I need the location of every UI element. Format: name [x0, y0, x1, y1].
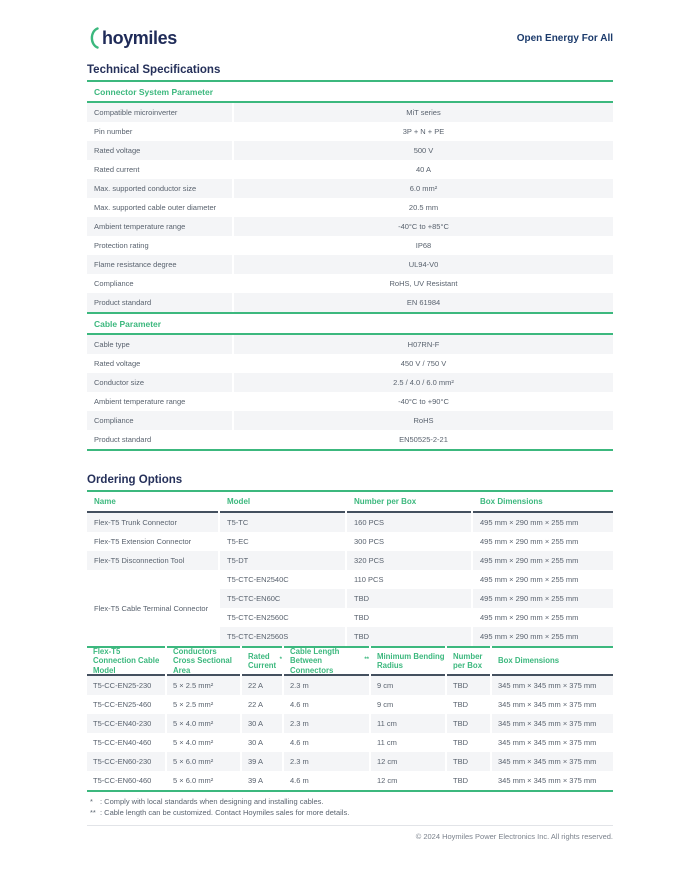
spec-row-label: Product standard	[94, 435, 152, 444]
cell-model: T5-EC	[227, 537, 249, 546]
tech-specs-title: Technical Specifications	[87, 64, 221, 76]
cell-model: T5-CTC-EN60C	[220, 589, 345, 608]
column-header: Number per Box	[447, 646, 490, 676]
spec-row-value: 40 A	[415, 165, 431, 174]
spec-sections	[87, 82, 613, 451]
copyright: © 2024 Hoymiles Power Electronics Inc. All rights reserved.	[415, 832, 613, 841]
cell-name: Flex-T5 Trunk Connector	[87, 513, 218, 532]
ordering-sub-row	[220, 570, 613, 589]
cell: 22 A	[248, 700, 264, 709]
ordering-sub-row	[220, 589, 613, 608]
column-header: Number per Box	[347, 492, 471, 513]
spec-row	[87, 198, 613, 217]
cell-number: TBD	[354, 613, 369, 622]
cell: 2.3 m	[284, 676, 369, 695]
cell: TBD	[447, 752, 490, 771]
spec-row-label: Rated voltage	[94, 359, 141, 368]
column-header: Model	[220, 492, 345, 513]
spec-row-label: Compliance	[94, 279, 134, 288]
column-header: Box Dimensions	[473, 492, 613, 513]
spec-row-label: Rated voltage	[87, 141, 232, 160]
spec-row	[87, 236, 613, 255]
ordering-table-2-bottom-line	[87, 790, 613, 792]
footnotes	[87, 796, 613, 826]
spec-row	[87, 274, 613, 293]
cell: TBD	[447, 714, 490, 733]
cell: T5-CC-EN60-230	[87, 752, 165, 771]
merged-sub-rows	[220, 570, 613, 646]
cell-box-dimensions: 495 mm × 290 mm × 255 mm	[480, 537, 579, 546]
spec-row-value: EN 61984	[234, 293, 613, 312]
spec-row-label: Rated current	[94, 165, 140, 174]
spec-row	[87, 373, 613, 392]
spec-row	[87, 354, 613, 373]
spec-row-value: H07RN-F	[234, 335, 613, 354]
cell: 5 × 4.0 mm²	[173, 738, 214, 747]
ordering-options-title: Ordering Options	[87, 474, 183, 486]
cell-model: T5-CTC-EN2540C	[227, 575, 289, 584]
cell: 11 cm	[371, 714, 445, 733]
connection-cable-row	[87, 733, 613, 752]
cell-number: 110 PCS	[354, 575, 384, 584]
spec-row-label: Max. supported conductor size	[87, 179, 232, 198]
cell: T5-CC-EN60-460	[93, 776, 152, 785]
cell: 345 mm × 345 mm × 375 mm	[498, 738, 597, 747]
brand-tagline: Open Energy For All	[516, 32, 613, 44]
spec-row	[87, 293, 613, 312]
cell-box-dimensions: 495 mm × 290 mm × 255 mm	[473, 513, 613, 532]
merged-cell-name: Flex-T5 Cable Terminal Connector	[94, 603, 209, 613]
cell: 39 A	[242, 752, 282, 771]
hoymiles-logo	[87, 27, 177, 49]
logo-arc-icon	[87, 27, 102, 49]
cell: 9 cm	[377, 700, 394, 709]
ordering-row	[87, 513, 613, 532]
cell: 345 mm × 345 mm × 375 mm	[492, 714, 613, 733]
ordering-row	[87, 532, 613, 551]
cell: T5-CC-EN25-460	[93, 700, 152, 709]
cell: 22 A	[242, 676, 282, 695]
column-header: Flex-T5 Connection Cable Model	[87, 646, 165, 676]
spec-row-value: 2.5 / 4.0 / 6.0 mm²	[234, 373, 613, 392]
cell: TBD	[453, 700, 468, 709]
spec-row-label: Conductor size	[87, 373, 232, 392]
cell: TBD	[447, 676, 490, 695]
connection-cable-row	[87, 714, 613, 733]
spec-row-label: Protection rating	[94, 241, 149, 250]
cell-number: 300 PCS	[354, 537, 385, 546]
connection-cable-row	[87, 752, 613, 771]
spec-row-value: RoHS, UV Resistant	[389, 279, 458, 288]
spec-row	[87, 411, 613, 430]
ordering-table-2	[87, 646, 613, 790]
ordering-table-1	[87, 492, 613, 646]
spec-row-label: Ambient temperature range	[87, 217, 232, 236]
footnote-marker: *	[90, 797, 93, 806]
cell: 12 cm	[371, 752, 445, 771]
spec-row	[87, 255, 613, 274]
spec-row-label: Pin number	[94, 127, 133, 136]
cell-number: 160 PCS	[347, 513, 471, 532]
cell-number: 320 PCS	[347, 551, 471, 570]
section-title: Cable Parameter	[94, 319, 162, 329]
spec-row	[87, 103, 613, 122]
spec-row-label: Product standard	[87, 293, 232, 312]
section-bottom-line	[87, 449, 613, 451]
column-header: Box Dimensions	[492, 646, 613, 676]
cell: 30 A	[242, 714, 282, 733]
cell-model: T5-TC	[220, 513, 345, 532]
cell-name: Flex-T5 Disconnection Tool	[87, 551, 218, 570]
section-title: Connector System Parameter	[94, 87, 214, 97]
spec-row-value: EN50525-2-21	[399, 435, 448, 444]
connection-cable-row	[87, 695, 613, 714]
cell-box-dimensions: 495 mm × 290 mm × 255 mm	[480, 613, 579, 622]
cell: TBD	[453, 776, 468, 785]
footnote-text: : Comply with local standards when designing and installing cables.	[100, 797, 324, 806]
spec-row-label: Compliance	[87, 411, 232, 430]
footnote-marker: **	[90, 808, 96, 817]
spec-row	[87, 179, 613, 198]
cell-name: Flex-T5 Extension Connector	[94, 537, 192, 546]
cell: T5-CC-EN25-230	[87, 676, 165, 695]
cell-box-dimensions: 495 mm × 290 mm × 255 mm	[473, 627, 613, 646]
spec-row-value: UL94-V0	[234, 255, 613, 274]
column-header: Rated Current *	[242, 646, 282, 676]
spec-row-label: Ambient temperature range	[94, 397, 186, 406]
cell: 11 cm	[377, 738, 397, 747]
spec-row-value: -40°C to +90°C	[398, 397, 449, 406]
spec-row	[87, 217, 613, 236]
spec-row-value: 20.5 mm	[408, 203, 439, 212]
cell: 2.3 m	[284, 714, 369, 733]
cell-number: TBD	[347, 589, 471, 608]
footnote	[87, 796, 613, 807]
cell: TBD	[453, 738, 468, 747]
cell: T5-CC-EN40-230	[87, 714, 165, 733]
ordering-sub-row	[220, 627, 613, 646]
cell: T5-CC-EN40-460	[93, 738, 152, 747]
cell-box-dimensions: 495 mm × 290 mm × 255 mm	[480, 575, 579, 584]
cell: 345 mm × 345 mm × 375 mm	[492, 752, 613, 771]
spec-row-value: RoHS	[234, 411, 613, 430]
cell: 4.6 m	[290, 700, 309, 709]
cell: 39 A	[248, 776, 264, 785]
spec-row-value: -40°C to +85°C	[234, 217, 613, 236]
cell-model: T5-CTC-EN2560C	[227, 613, 289, 622]
spec-row-label: Compatible microinverter	[87, 103, 232, 122]
column-header: Cable Length Between Connectors **	[284, 646, 369, 676]
spec-row-label: Cable type	[87, 335, 232, 354]
merged-row-group	[87, 570, 613, 646]
cell: 2.3 m	[284, 752, 369, 771]
cell: 4.6 m	[290, 776, 309, 785]
cell-box-dimensions: 495 mm × 290 mm × 255 mm	[473, 589, 613, 608]
spec-row	[87, 160, 613, 179]
spec-row	[87, 335, 613, 354]
column-header: Conductors Cross Sectional Area	[167, 646, 240, 676]
cell: 5 × 6.0 mm²	[167, 752, 240, 771]
page-header	[87, 27, 613, 49]
spec-row-value: 500 V	[234, 141, 613, 160]
cell: 345 mm × 345 mm × 375 mm	[492, 676, 613, 695]
ordering-row	[87, 551, 613, 570]
cell: 345 mm × 345 mm × 375 mm	[498, 776, 597, 785]
cell: 5 × 2.5 mm²	[167, 676, 240, 695]
spec-row	[87, 141, 613, 160]
spec-row-value: 6.0 mm²	[234, 179, 613, 198]
column-header: Name	[87, 492, 218, 513]
column-header: Minimum Bending Radius	[371, 646, 445, 676]
cell: 9 cm	[371, 676, 445, 695]
cell-model: T5-DT	[220, 551, 345, 570]
spec-row-value: IP68	[415, 241, 432, 250]
spec-row-label: Flame resistance degree	[87, 255, 232, 274]
cell-box-dimensions: 495 mm × 290 mm × 255 mm	[473, 551, 613, 570]
ordering-sub-row	[220, 608, 613, 627]
cell: 5 × 4.0 mm²	[167, 714, 240, 733]
cell: 4.6 m	[290, 738, 309, 747]
cell-model: T5-CTC-EN2560S	[220, 627, 345, 646]
spec-row	[87, 392, 613, 411]
cell: 345 mm × 345 mm × 375 mm	[498, 700, 597, 709]
footnote-text: : Cable length can be customized. Contact Hoymiles sales for more details.	[100, 808, 350, 817]
connection-cable-row	[87, 771, 613, 790]
logo-wordmark: hoymiles	[102, 27, 177, 48]
spec-row	[87, 122, 613, 141]
spec-row-label: Max. supported cable outer diameter	[94, 203, 217, 212]
footnote	[87, 807, 613, 818]
cell: 12 cm	[377, 776, 398, 785]
cell: 30 A	[248, 738, 264, 747]
ordering-table-1-header-row	[87, 492, 613, 513]
spec-row-value: MiT series	[234, 103, 613, 122]
connection-cable-row	[87, 676, 613, 695]
spec-row-value: 450 V / 750 V	[400, 359, 447, 368]
cell-number: TBD	[347, 627, 471, 646]
ordering-table-2-header-row	[87, 646, 613, 676]
cell: 5 × 6.0 mm²	[173, 776, 214, 785]
cell: 5 × 2.5 mm²	[173, 700, 214, 709]
spec-row	[87, 430, 613, 449]
spec-row-value: 3P + N + PE	[402, 127, 445, 136]
